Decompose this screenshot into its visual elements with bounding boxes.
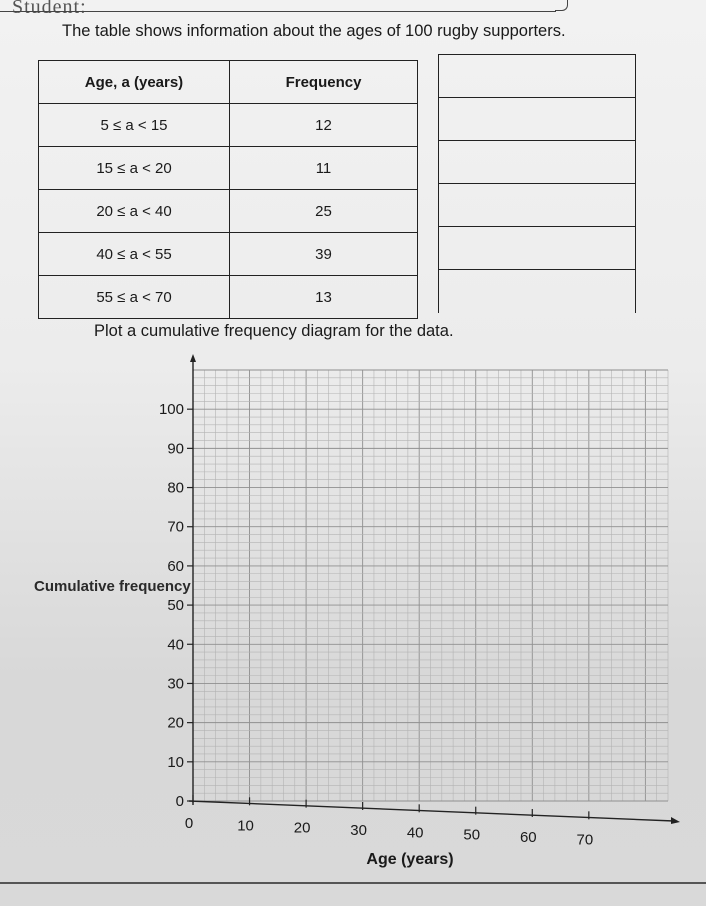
- x-tick-label: 0: [184, 815, 194, 832]
- y-tick-label: 80: [167, 479, 184, 497]
- frequency-cell: 12: [230, 104, 418, 147]
- y-tick-label: 90: [167, 440, 184, 458]
- age-cell: 20 ≤ a < 40: [39, 190, 230, 233]
- x-tick-label: 20: [293, 819, 311, 837]
- x-axis-label: Age (years): [366, 851, 454, 868]
- frequency-column-header: Frequency: [230, 61, 418, 104]
- y-tick-label: 10: [167, 753, 184, 771]
- frequency-cell: 39: [230, 233, 418, 276]
- page-bottom-rule: [0, 882, 706, 884]
- age-cell: 55 ≤ a < 70: [39, 276, 230, 319]
- header-fragment: Student:: [12, 0, 87, 18]
- frequency-cell: 25: [230, 190, 418, 233]
- x-axis-arrow: [671, 817, 680, 824]
- question-prompt: Plot a cumulative frequency diagram for the data.: [94, 322, 454, 340]
- frequency-cell: 11: [230, 147, 418, 190]
- age-cell: 15 ≤ a < 20: [39, 147, 230, 190]
- y-axis-label-text: Cumulative frequency: [34, 578, 191, 595]
- y-tick-label: 70: [167, 518, 184, 536]
- frequency-cell: 13: [230, 276, 418, 319]
- x-tick-label: 60: [519, 828, 537, 846]
- y-tick-label: 20: [167, 714, 184, 732]
- x-tick-label: 40: [406, 824, 424, 842]
- grid-lines: [193, 370, 668, 801]
- y-tick-label: 50: [167, 597, 184, 615]
- x-tick-label: 30: [350, 821, 367, 839]
- y-tick-label: 40: [167, 636, 184, 654]
- x-axis-line: [189, 801, 674, 821]
- axes: [189, 354, 680, 824]
- axis-ticks: [159, 401, 593, 848]
- y-tick-label: 60: [167, 557, 184, 575]
- y-tick-label: 30: [167, 675, 184, 693]
- y-axis-arrow: [190, 354, 196, 362]
- x-tick-label: 50: [463, 826, 481, 844]
- y-tick-label: 0: [175, 793, 184, 810]
- age-column-header: Age, a (years): [39, 61, 230, 104]
- intro-text: The table shows information about the ages of 100 rugby supporters.: [62, 22, 566, 40]
- x-tick-label: 10: [237, 817, 254, 835]
- y-tick-label: 100: [158, 401, 184, 419]
- age-cell: 5 ≤ a < 15: [39, 104, 230, 147]
- x-tick-label: 70: [576, 831, 594, 849]
- age-cell: 40 ≤ a < 55: [39, 233, 230, 276]
